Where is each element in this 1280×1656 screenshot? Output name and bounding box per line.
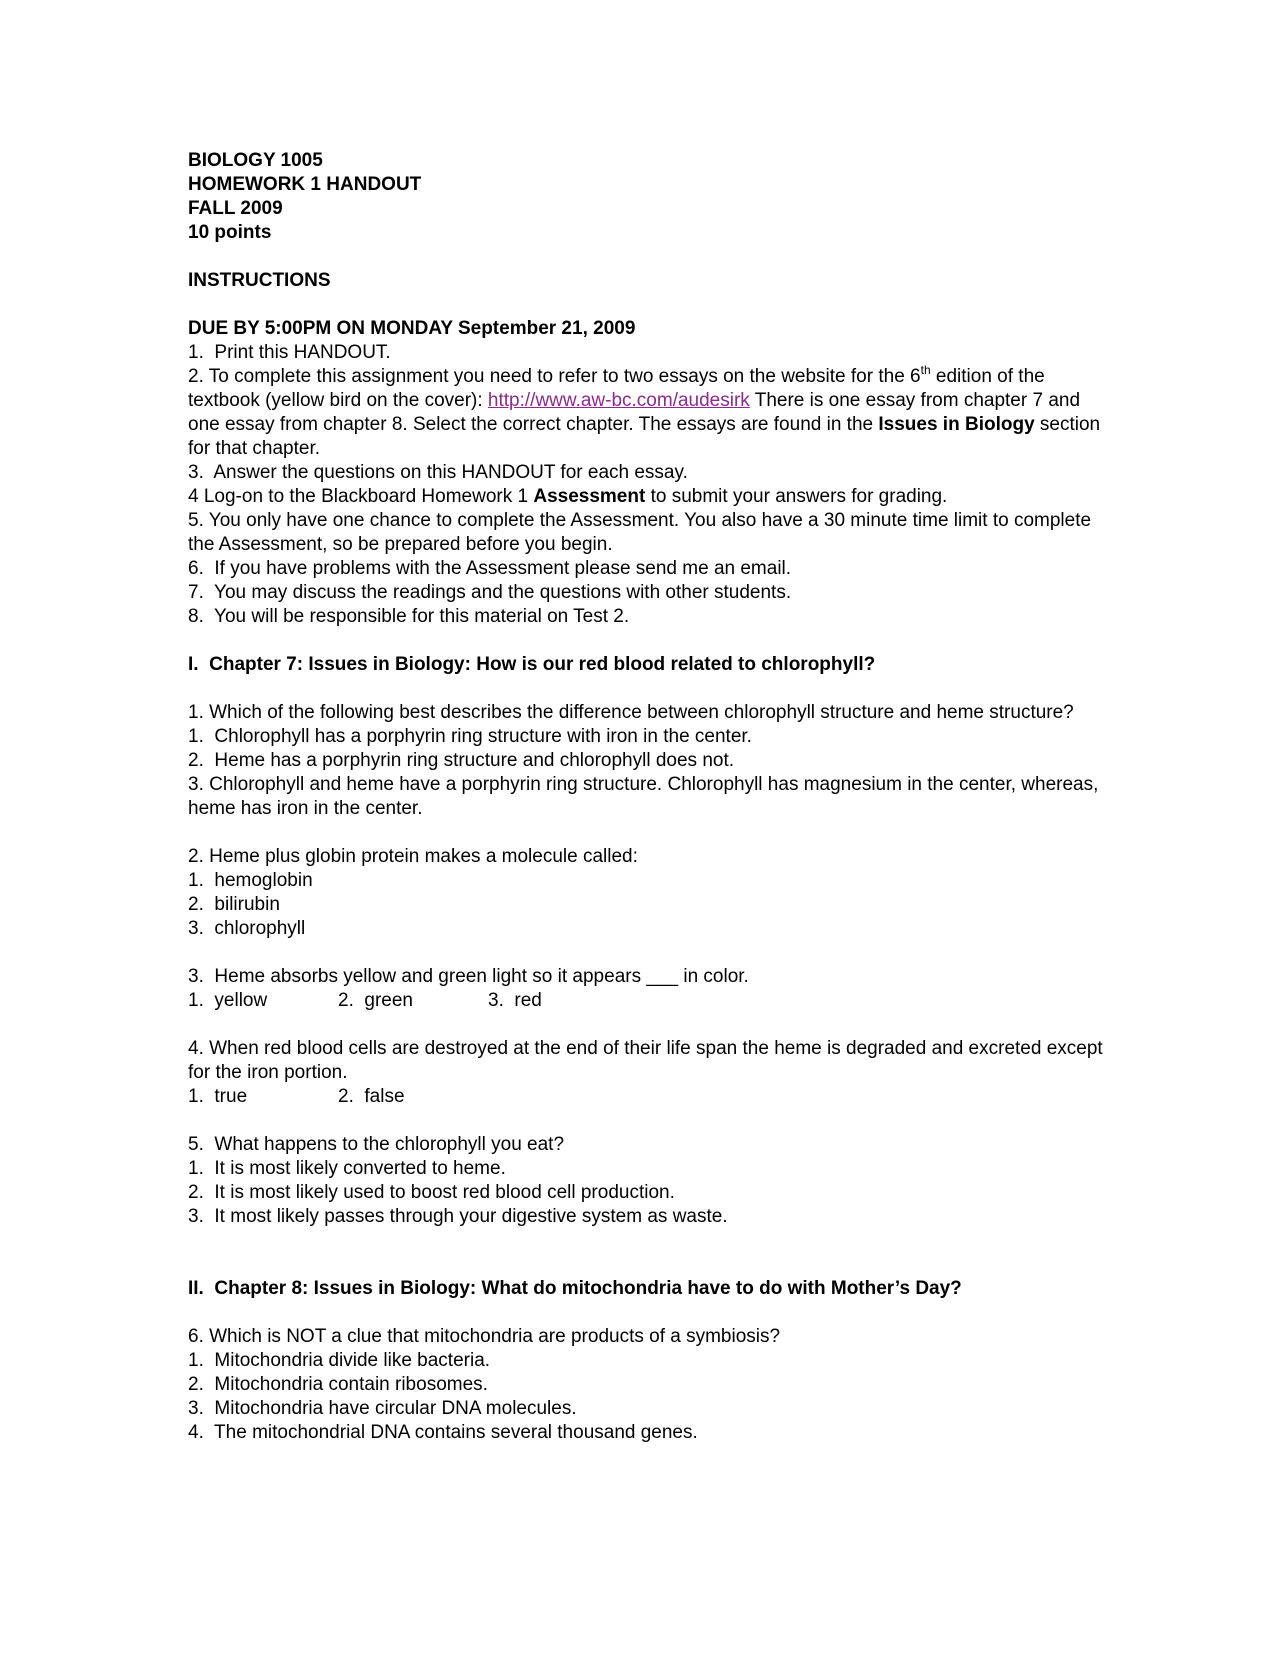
question-6 <box>188 1325 1108 1445</box>
due-date <box>188 317 1108 341</box>
question-text: 6. Which is NOT a clue that mitochondria are products of a symbiosis? <box>188 1326 781 1347</box>
answer-option: 1. true <box>188 1086 248 1107</box>
answer-option: 3. Chlorophyll and heme have a porphyrin ring structure. Chlorophyll has magnesium in the center, whereas, heme has iron in the center. <box>188 774 1099 819</box>
section-1-heading: I. Chapter 7: Issues in Biology: How is our red blood related to chlorophyll? <box>188 654 876 675</box>
instructions-list <box>188 317 1108 629</box>
instruction-4: 4 Log-on to the Blackboard Homework 1 Assessment to submit your answers for grading. <box>188 486 948 507</box>
question-text: 5. What happens to the chlorophyll you eat? <box>188 1134 565 1155</box>
question-text: 3. Heme absorbs yellow and green light so it appears ___ in color. <box>188 966 749 987</box>
answer-option: 1. It is most likely converted to heme. <box>188 1158 506 1179</box>
instruction-7: 7. You may discuss the readings and the questions with other students. <box>188 582 792 603</box>
answer-option: 4. The mitochondrial DNA contains several thousand genes. <box>188 1422 698 1443</box>
question-1 <box>188 701 1108 821</box>
term: FALL 2009 <box>188 198 283 219</box>
instruction-5: 5. You only have one chance to complete the Assessment. You also have a 30 minute time limit to complete the Assessment, so be prepared before you begin. <box>188 510 1092 555</box>
instruction-3: 3. Answer the questions on this HANDOUT for each essay. <box>188 462 688 483</box>
question-4 <box>188 1037 1108 1109</box>
answer-option: 2. Heme has a porphyrin ring structure and chlorophyll does not. <box>188 750 735 771</box>
due-date-value: September 21, 2009 <box>452 318 636 339</box>
answer-option: 2. false <box>338 1086 405 1107</box>
instruction-2: 2. To complete this assignment you need to refer to two essays on the website for the 6th edition of the textbook (yellow bird on the cover): http://www.aw-bc.com/audesirk There is one essay from chapter 7 and one essay from chapter 8. Select the correct chapter. The essays are found in the Issues in Biology section for that chapter. <box>188 363 1101 459</box>
answer-option: 3. chlorophyll <box>188 918 306 939</box>
question-text: 4. When red blood cells are destroyed at the end of their life span the heme is degraded and excreted except for the iron portion. <box>188 1038 1103 1083</box>
points: 10 points <box>188 222 272 243</box>
question-text: 2. Heme plus globin protein makes a molecule called: <box>188 846 638 867</box>
instruction-8: 8. You will be responsible for this material on Test 2. <box>188 606 630 627</box>
superscript-th: th <box>920 363 931 377</box>
answer-option: 1. Mitochondria divide like bacteria. <box>188 1350 491 1371</box>
answer-option: 3. red <box>488 990 542 1011</box>
handout-content <box>188 149 1108 1445</box>
handout-header <box>188 149 1108 245</box>
answer-options-row <box>188 1085 1108 1109</box>
answer-option: 2. green <box>338 990 413 1011</box>
question-2 <box>188 845 1108 941</box>
answer-option: 1. yellow <box>188 990 268 1011</box>
instruction-6: 6. If you have problems with the Assessment please send me an email. <box>188 558 792 579</box>
handout-title: HOMEWORK 1 HANDOUT <box>188 174 422 195</box>
answer-option: 2. Mitochondria contain ribosomes. <box>188 1374 488 1395</box>
question-3 <box>188 965 1108 1013</box>
instruction-1: 1. Print this HANDOUT. <box>188 342 391 363</box>
answer-options-row <box>188 989 1108 1013</box>
answer-option: 1. hemoglobin <box>188 870 313 891</box>
due-label: DUE BY 5:00PM ON MONDAY <box>188 318 453 339</box>
answer-option: 1. Chlorophyll has a porphyrin ring structure with iron in the center. <box>188 726 752 747</box>
answer-option: 3. Mitochondria have circular DNA molecules. <box>188 1398 577 1419</box>
instructions-heading: INSTRUCTIONS <box>188 270 331 291</box>
textbook-website-link[interactable]: http://www.aw-bc.com/audesirk <box>487 390 750 411</box>
section-2-heading: II. Chapter 8: Issues in Biology: What do mitochondria have to do with Mother’s Day? <box>188 1278 962 1299</box>
question-text: 1. Which of the following best describes the difference between chlorophyll structure and heme structure? <box>188 702 1074 723</box>
answer-option: 3. It most likely passes through your digestive system as waste. <box>188 1206 728 1227</box>
answer-option: 2. It is most likely used to boost red blood cell production. <box>188 1182 675 1203</box>
course-name: BIOLOGY 1005 <box>188 150 323 171</box>
question-5 <box>188 1133 1108 1229</box>
answer-option: 2. bilirubin <box>188 894 280 915</box>
